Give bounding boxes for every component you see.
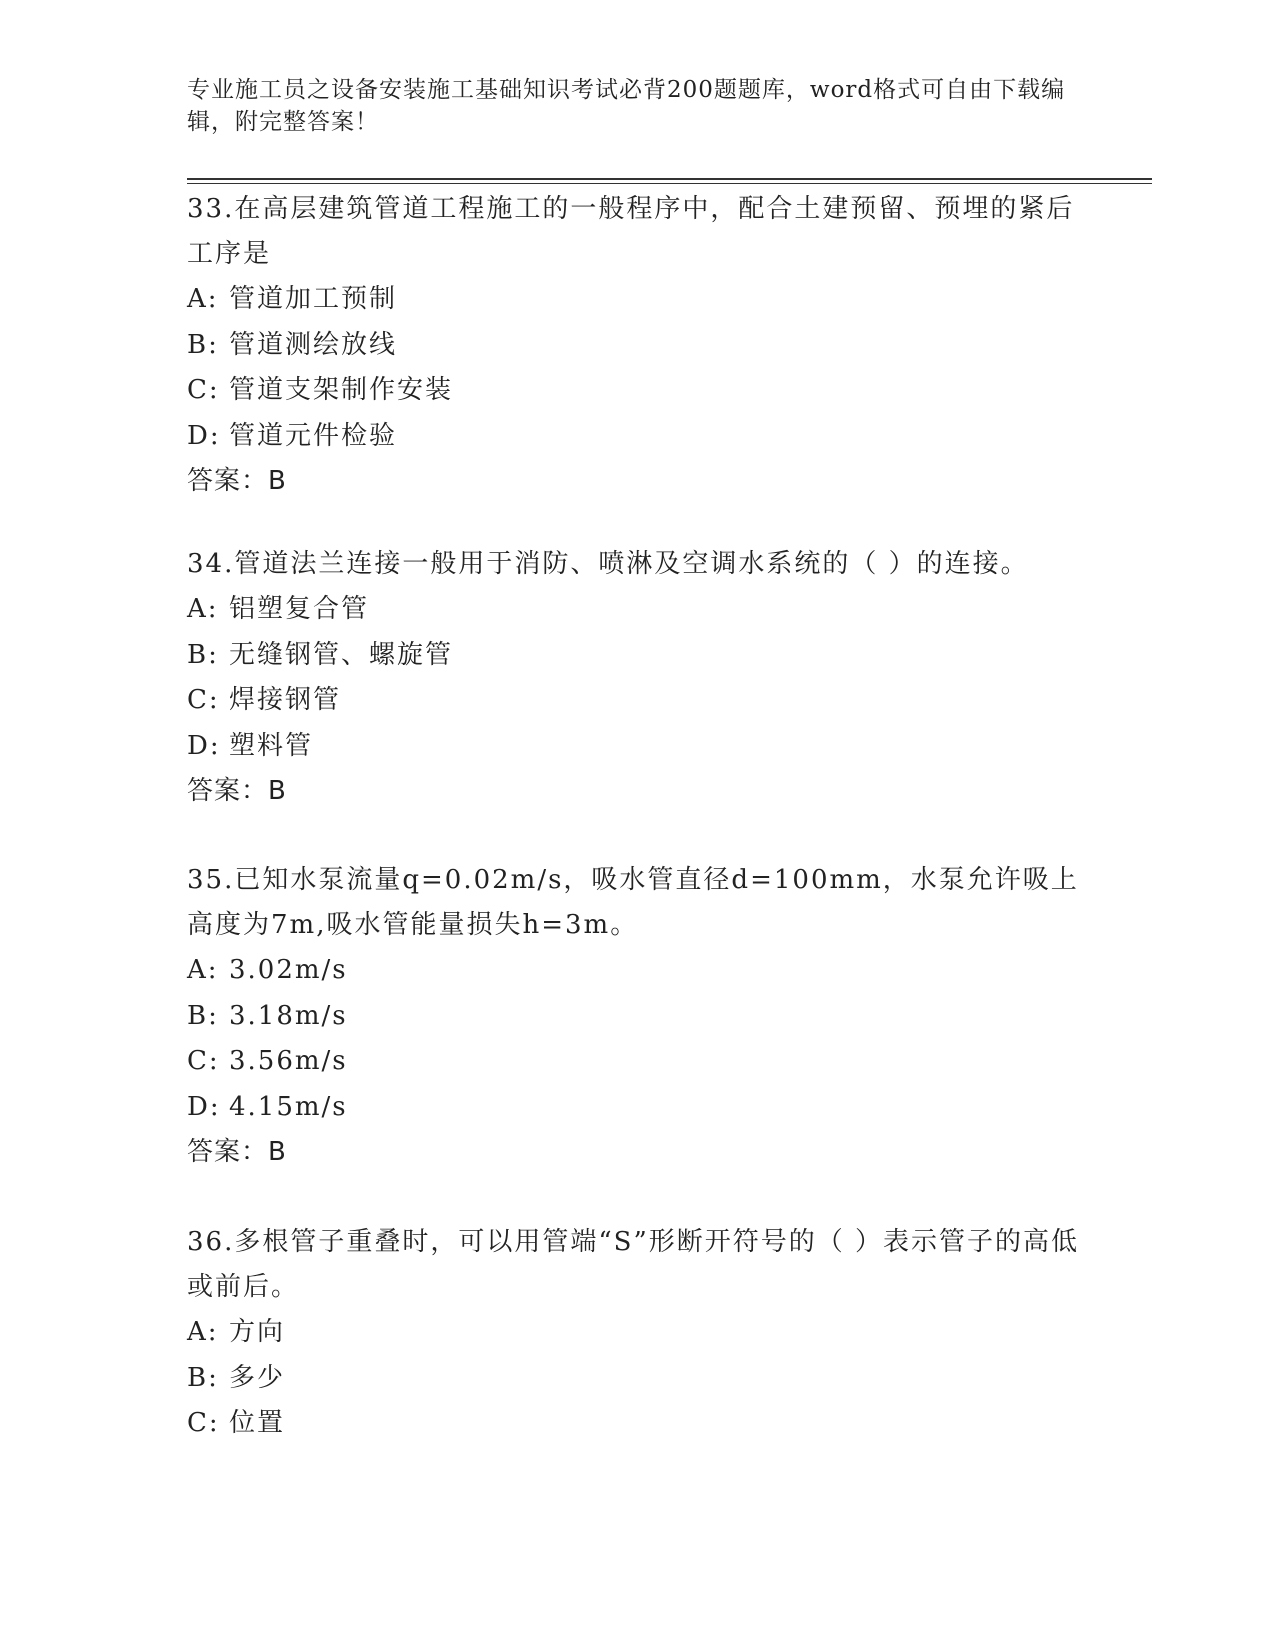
option-letter: A: [187,955,219,985]
answer-line: 答案：B [187,776,287,806]
option-b [187,1356,1087,1402]
option-a [187,277,1087,323]
option-letter: B: [187,639,219,670]
option-text: 塑料管 [229,730,314,761]
option-text: 3.56m/s [229,1046,348,1076]
option-c [187,1039,1087,1085]
option-text: 管道支架制作安装 [229,375,454,405]
option-letter: A: [187,1317,219,1347]
option-b [187,994,1087,1040]
option-a [187,587,1087,633]
option-letter: C: [187,1046,220,1076]
option-d [187,414,1087,460]
question-text: 35.已知水泵流量q=0.02m/s，吸水管直径d=100mm，水泵允许吸上高度为7m,吸水管能量损失h=3m。 [187,865,1079,940]
option-text: 焊接钢管 [229,685,342,715]
option-letter: B: [187,329,219,360]
option-text: 管道元件检验 [229,420,398,451]
option-text: 管道加工预制 [229,284,398,314]
question-text: 34.管道法兰连接一般用于消防、喷淋及空调水系统的（ ）的连接。 [187,549,1029,579]
question-block-36 [187,1220,1087,1447]
question-block-35 [187,858,1087,1175]
option-text: 管道测绘放线 [229,329,398,360]
answer-line: 答案：B [187,466,287,496]
option-letter: D: [187,1091,221,1122]
option-letter: A: [187,594,219,624]
option-text: 方向 [229,1317,286,1347]
option-d [187,724,1087,770]
option-text: 铝塑复合管 [229,594,370,624]
option-a [187,1310,1087,1356]
question-text: 33.在高层建筑管道工程施工的一般程序中，配合土建预留、预埋的紧后工序是 [187,194,1075,269]
option-c [187,368,1087,414]
question-block-34 [187,542,1087,814]
header-divider-thick [187,178,1152,180]
option-b [187,323,1087,369]
option-text: 无缝钢管、螺旋管 [229,639,454,670]
option-letter: C: [187,685,220,715]
header-divider-thin [187,183,1152,184]
option-letter: D: [187,420,221,451]
document-header: 专业施工员之设备安装施工基础知识考试必背200题题库，word格式可自由下载编辑，附完整答案！ [187,77,1066,135]
option-letter: C: [187,1408,220,1438]
option-text: 3.02m/s [229,955,348,985]
option-text: 4.15m/s [229,1091,348,1122]
option-text: 位置 [229,1408,286,1438]
option-letter: C: [187,375,220,405]
option-c [187,1401,1087,1447]
option-text: 多少 [229,1362,286,1393]
answer-line: 答案：B [187,1137,287,1167]
option-d [187,1085,1087,1131]
option-letter: D: [187,730,221,761]
question-text: 36.多根管子重叠时，可以用管端“S”形断开符号的（ ）表示管子的高低或前后。 [187,1227,1080,1302]
option-letter: B: [187,1362,219,1393]
option-letter: A: [187,284,219,314]
option-text: 3.18m/s [229,1000,348,1031]
option-a [187,948,1087,994]
option-b [187,633,1087,679]
option-letter: B: [187,1000,219,1031]
option-c [187,678,1087,724]
question-block-33 [187,187,1087,504]
